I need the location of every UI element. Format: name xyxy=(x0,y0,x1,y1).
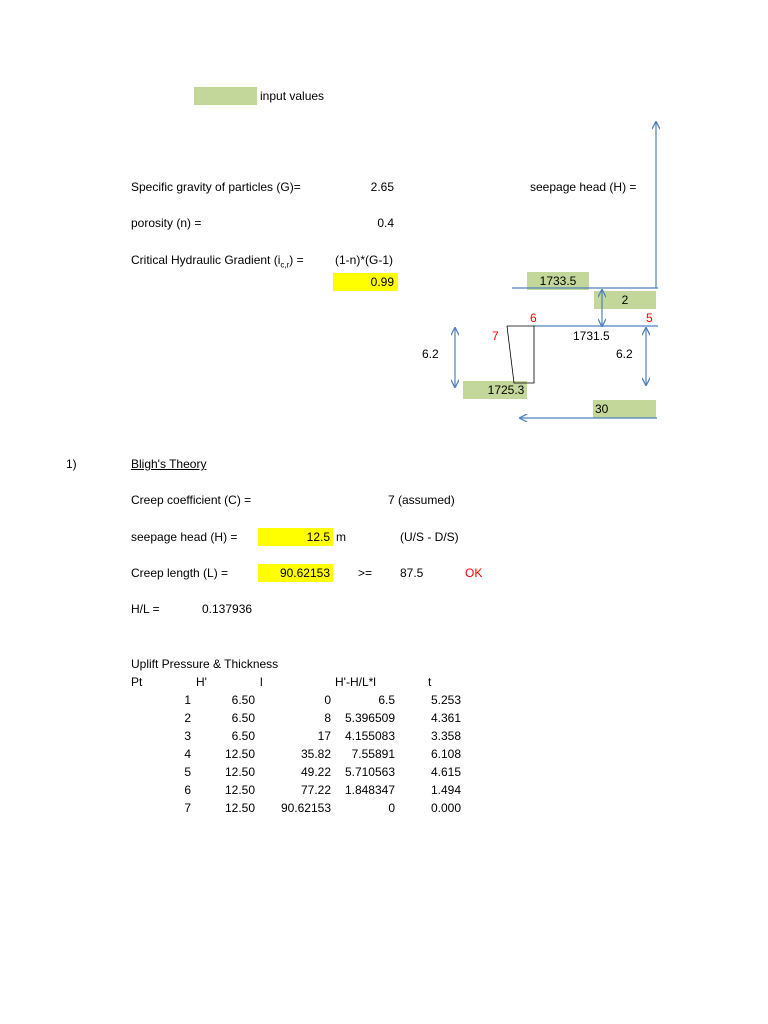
creep-coefficient-value: 7 (assumed) xyxy=(388,493,455,507)
uplift-header-t: t xyxy=(428,675,432,689)
uplift-header-l: l xyxy=(260,675,263,689)
table-cell-pt: 3 xyxy=(184,729,191,743)
seepage-head-value: 12.5 xyxy=(306,530,330,544)
table-cell-pt: 5 xyxy=(184,765,191,779)
table-cell-hp: 6.5 xyxy=(378,693,395,707)
length-value: 30 xyxy=(595,402,609,416)
table-cell-l: 8 xyxy=(324,711,331,725)
critical-gradient-label-post: ) = xyxy=(289,253,304,267)
diagram-seepage-label: seepage head (H) = xyxy=(530,180,637,194)
table-cell-h: 12.50 xyxy=(224,765,255,779)
creep-length-operator: >= xyxy=(358,566,373,580)
table-cell-pt: 6 xyxy=(184,783,191,797)
table-cell-l: 49.22 xyxy=(300,765,331,779)
table-cell-pt: 2 xyxy=(184,711,191,725)
seepage-head-note: (U/S - D/S) xyxy=(400,530,459,544)
table-cell-pt: 4 xyxy=(184,747,191,761)
table-cell-l: 0 xyxy=(324,693,331,707)
table-cell-hp: 0 xyxy=(388,801,395,815)
creep-length-value: 90.62153 xyxy=(279,566,330,580)
table-cell-t: 1.494 xyxy=(430,783,461,797)
point-6-label: 6 xyxy=(530,311,537,325)
section-title: Bligh's Theory xyxy=(131,457,207,471)
level-top-value: 1733.5 xyxy=(539,274,577,288)
uplift-title: Uplift Pressure & Thickness xyxy=(131,657,279,671)
seepage-head-unit: m xyxy=(336,530,346,544)
creep-coefficient-label: Creep coefficient (C) = xyxy=(131,493,252,507)
table-cell-t: 3.358 xyxy=(430,729,461,743)
table-cell-t: 6.108 xyxy=(430,747,461,761)
table-cell-pt: 1 xyxy=(184,693,191,707)
specific-gravity-label: Specific gravity of particles (G)= xyxy=(131,180,301,194)
depth-left-value: 6.2 xyxy=(422,347,439,361)
table-cell-t: 4.615 xyxy=(430,765,461,779)
table-cell-l: 77.22 xyxy=(300,783,331,797)
critical-gradient-value: 0.99 xyxy=(370,275,394,289)
table-cell-h: 6.50 xyxy=(231,693,255,707)
drop-value: 2 xyxy=(621,293,629,307)
h-over-l-label: H/L = xyxy=(131,602,160,616)
table-cell-hp: 1.848347 xyxy=(344,783,395,797)
table-cell-hp: 5.396509 xyxy=(344,711,395,725)
creep-length-label: Creep length (L) = xyxy=(131,566,229,580)
specific-gravity-value: 2.65 xyxy=(370,180,394,194)
creep-length-min: 87.5 xyxy=(400,566,424,580)
table-cell-hp: 7.55891 xyxy=(351,747,395,761)
level-mid-value: 1731.5 xyxy=(573,329,610,343)
uplift-header-pt: Pt xyxy=(131,675,143,689)
table-cell-h: 12.50 xyxy=(224,801,255,815)
table-cell-t: 0.000 xyxy=(430,801,461,815)
critical-gradient-label-sub: c,r xyxy=(280,260,290,270)
uplift-header-h: H' xyxy=(196,675,207,689)
table-cell-h: 6.50 xyxy=(231,729,255,743)
critical-gradient-formula: (1-n)*(G-1) xyxy=(335,253,394,267)
table-cell-hp: 5.710563 xyxy=(344,765,395,779)
table-cell-pt: 7 xyxy=(184,801,191,815)
level-low-value: 1725.3 xyxy=(487,383,525,397)
critical-gradient-label-pre: Critical Hydraulic Gradient (i xyxy=(131,253,281,267)
section-number: 1) xyxy=(66,457,77,471)
table-cell-l: 35.82 xyxy=(300,747,331,761)
creep-length-status: OK xyxy=(465,566,483,580)
table-cell-t: 4.361 xyxy=(430,711,461,725)
table-cell-l: 90.62153 xyxy=(280,801,331,815)
seepage-head-label: seepage head (H) = xyxy=(131,530,238,544)
h-over-l-value: 0.137936 xyxy=(202,602,253,616)
point-5-label: 5 xyxy=(646,311,653,325)
legend-label: input values xyxy=(260,89,325,103)
table-cell-h: 12.50 xyxy=(224,783,255,797)
uplift-header-hp: H'-H/L*l xyxy=(335,675,376,689)
table-cell-h: 12.50 xyxy=(224,747,255,761)
point-7-label: 7 xyxy=(492,329,499,343)
table-cell-t: 5.253 xyxy=(430,693,461,707)
depth-right-value: 6.2 xyxy=(616,347,633,361)
table-cell-h: 6.50 xyxy=(231,711,255,725)
porosity-value: 0.4 xyxy=(377,216,394,230)
porosity-label: porosity (n) = xyxy=(131,216,202,230)
table-cell-l: 17 xyxy=(317,729,331,743)
cutoff-wall xyxy=(507,326,534,383)
table-cell-hp: 4.155083 xyxy=(344,729,395,743)
